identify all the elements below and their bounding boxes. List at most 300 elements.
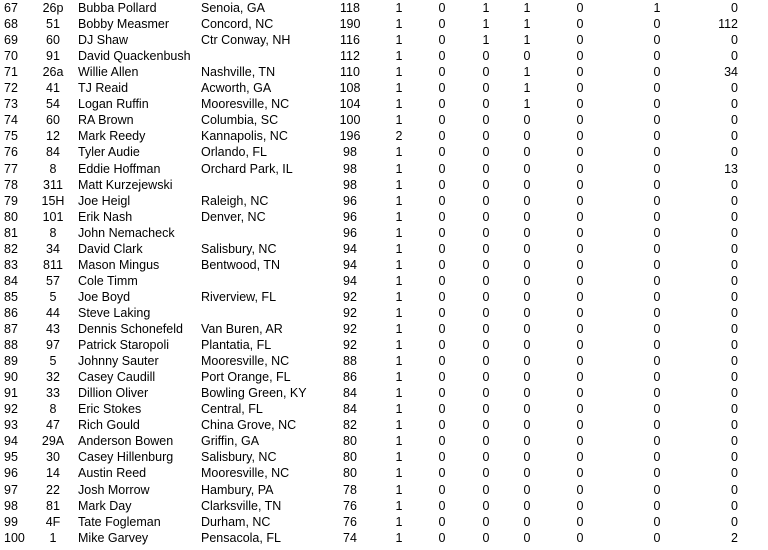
- stat-col-4-cell: 0: [523, 177, 531, 192]
- stat-col-3-cell: 0: [482, 305, 490, 320]
- car-number-cell: 5: [49, 354, 57, 369]
- points-cell: 78: [343, 482, 357, 497]
- position-cell: 97: [4, 482, 18, 497]
- table-row: [0, 514, 768, 530]
- car-number-cell: 81: [46, 498, 60, 513]
- points-cell: 98: [343, 145, 357, 160]
- stat-col-5-cell: 0: [576, 450, 584, 465]
- stat-col-7-cell: 13: [724, 161, 738, 176]
- stat-col-3-cell: 0: [482, 498, 490, 513]
- points-cell: 98: [343, 177, 357, 192]
- stat-col-5-cell: 0: [576, 305, 584, 320]
- stat-col-4-cell: 0: [523, 161, 531, 176]
- stat-col-3-cell: 0: [482, 97, 490, 112]
- table-row: [0, 273, 768, 289]
- table-row: [0, 353, 768, 369]
- stat-col-7-cell: 0: [731, 145, 738, 160]
- position-cell: 98: [4, 498, 18, 513]
- hometown-cell: Port Orange, FL: [201, 370, 291, 385]
- hometown-cell: China Grove, NC: [201, 418, 297, 433]
- stat-col-6-cell: 0: [653, 97, 661, 112]
- car-number-cell: 8: [49, 161, 57, 176]
- stat-col-3-cell: 0: [482, 402, 490, 417]
- stat-col-4-cell: 1: [523, 1, 531, 15]
- table-row: [0, 498, 768, 514]
- stat-col-3-cell: 0: [482, 530, 490, 545]
- position-cell: 86: [4, 305, 18, 320]
- stat-col-2-cell: 0: [438, 161, 446, 176]
- stat-col-2-cell: 0: [438, 482, 446, 497]
- stat-col-5-cell: 0: [576, 514, 584, 529]
- stat-col-5-cell: 0: [576, 209, 584, 224]
- stat-col-3-cell: 0: [482, 49, 490, 64]
- stat-col-7-cell: 0: [731, 402, 738, 417]
- car-number-cell: 22: [46, 482, 60, 497]
- points-cell: 190: [339, 17, 361, 32]
- stat-col-2-cell: 0: [438, 305, 446, 320]
- driver-name-cell: Johnny Sauter: [78, 354, 159, 369]
- hometown-cell: Mooresville, NC: [201, 354, 290, 369]
- stat-col-2-cell: 0: [438, 338, 446, 353]
- stat-col-5-cell: 0: [576, 370, 584, 385]
- car-number-cell: 34: [46, 241, 60, 256]
- stat-col-6-cell: 0: [653, 33, 661, 48]
- driver-name-cell: Bobby Measmer: [78, 17, 170, 32]
- table-row: [0, 225, 768, 241]
- points-cell: 82: [343, 418, 357, 433]
- hometown-cell: Van Buren, AR: [201, 322, 283, 336]
- stat-col-3-cell: 0: [482, 386, 490, 401]
- stat-col-2-cell: 0: [438, 65, 446, 80]
- position-cell: 82: [4, 241, 18, 256]
- stat-col-2-cell: 0: [438, 97, 446, 112]
- position-cell: 88: [4, 338, 18, 353]
- driver-name-cell: Austin Reed: [78, 466, 147, 481]
- stat-col-6-cell: 1: [653, 1, 661, 15]
- hometown-cell: Bentwood, TN: [201, 257, 280, 272]
- stat-col-1-cell: 1: [395, 450, 403, 465]
- stat-col-5-cell: 0: [576, 338, 584, 353]
- table-row: [0, 369, 768, 385]
- stat-col-7-cell: 0: [731, 81, 738, 96]
- driver-name-cell: Matt Kurzejewski: [78, 177, 173, 192]
- stat-col-1-cell: 2: [395, 129, 403, 144]
- points-cell: 86: [343, 370, 357, 385]
- table-row: [0, 417, 768, 433]
- stat-col-7-cell: 0: [731, 177, 738, 192]
- car-number-cell: 101: [42, 209, 64, 224]
- stat-col-3-cell: 0: [482, 482, 490, 497]
- position-cell: 81: [4, 225, 18, 240]
- stat-col-6-cell: 0: [653, 434, 661, 449]
- car-number-cell: 54: [46, 97, 60, 112]
- driver-name-cell: Josh Morrow: [78, 482, 150, 497]
- stat-col-5-cell: 0: [576, 482, 584, 497]
- position-cell: 79: [4, 193, 18, 208]
- stat-col-3-cell: 0: [482, 161, 490, 176]
- stat-col-1-cell: 1: [395, 241, 403, 256]
- stat-col-1-cell: 1: [395, 193, 403, 208]
- stat-col-5-cell: 0: [576, 386, 584, 401]
- stat-col-5-cell: 0: [576, 322, 584, 336]
- position-cell: 92: [4, 402, 18, 417]
- stat-col-6-cell: 0: [653, 273, 661, 288]
- stat-col-4-cell: 0: [523, 305, 531, 320]
- table-row: [0, 112, 768, 128]
- hometown-cell: Salisbury, NC: [201, 450, 277, 465]
- stat-col-6-cell: 0: [653, 370, 661, 385]
- position-cell: 68: [4, 17, 18, 32]
- driver-name-cell: Steve Laking: [78, 305, 151, 320]
- stat-col-1-cell: 1: [395, 33, 403, 48]
- stat-col-4-cell: 0: [523, 209, 531, 224]
- points-cell: 88: [343, 354, 357, 369]
- stat-col-4-cell: 0: [523, 241, 531, 256]
- stat-col-2-cell: 0: [438, 1, 446, 15]
- stat-col-2-cell: 0: [438, 402, 446, 417]
- car-number-cell: 1: [49, 530, 57, 545]
- stat-col-3-cell: 0: [482, 113, 490, 128]
- hometown-cell: Orlando, FL: [201, 145, 268, 160]
- stat-col-5-cell: 0: [576, 466, 584, 481]
- table-row: [0, 64, 768, 80]
- table-row: [0, 177, 768, 193]
- table-row: [0, 144, 768, 160]
- hometown-cell: Concord, NC: [201, 17, 274, 32]
- stat-col-4-cell: 0: [523, 338, 531, 353]
- hometown-cell: Raleigh, NC: [201, 193, 269, 208]
- car-number-cell: 4F: [45, 514, 61, 529]
- stat-col-6-cell: 0: [653, 129, 661, 144]
- position-cell: 76: [4, 145, 18, 160]
- hometown-cell: Riverview, FL: [201, 289, 277, 304]
- stat-col-2-cell: 0: [438, 466, 446, 481]
- stat-col-4-cell: 0: [523, 193, 531, 208]
- position-cell: 95: [4, 450, 18, 465]
- car-number-cell: 47: [46, 418, 60, 433]
- hometown-cell: Hambury, PA: [201, 482, 274, 497]
- stat-col-7-cell: 0: [731, 498, 738, 513]
- stat-col-2-cell: 0: [438, 322, 446, 336]
- car-number-cell: 15H: [41, 193, 65, 208]
- stat-col-1-cell: 1: [395, 209, 403, 224]
- points-cell: 96: [343, 193, 357, 208]
- table-row: [0, 530, 768, 546]
- stat-col-6-cell: 0: [653, 17, 661, 32]
- car-number-cell: 44: [46, 305, 60, 320]
- stat-col-6-cell: 0: [653, 241, 661, 256]
- stat-col-4-cell: 0: [523, 225, 531, 240]
- position-cell: 90: [4, 370, 18, 385]
- driver-name-cell: Tate Fogleman: [78, 514, 161, 529]
- stat-col-6-cell: 0: [653, 289, 661, 304]
- stat-col-4-cell: 0: [523, 322, 531, 336]
- stat-col-2-cell: 0: [438, 257, 446, 272]
- points-cell: 100: [339, 113, 361, 128]
- table-row: [0, 80, 768, 96]
- stat-col-3-cell: 0: [482, 514, 490, 529]
- driver-name-cell: Logan Ruffin: [78, 97, 149, 112]
- hometown-cell: Bowling Green, KY: [201, 386, 307, 401]
- stat-col-2-cell: 0: [438, 370, 446, 385]
- table-row: [0, 401, 768, 417]
- stat-col-6-cell: 0: [653, 514, 661, 529]
- table-row: [0, 128, 768, 144]
- stat-col-3-cell: 1: [482, 17, 490, 32]
- stat-col-6-cell: 0: [653, 81, 661, 96]
- table-row: [0, 305, 768, 321]
- stat-col-1-cell: 1: [395, 434, 403, 449]
- stat-col-6-cell: 0: [653, 145, 661, 160]
- stat-col-4-cell: 1: [523, 33, 531, 48]
- stat-col-5-cell: 0: [576, 65, 584, 80]
- table-row: [0, 241, 768, 257]
- car-number-cell: 8: [49, 402, 57, 417]
- stat-col-1-cell: 1: [395, 289, 403, 304]
- points-cell: 94: [343, 241, 357, 256]
- stat-col-1-cell: 1: [395, 225, 403, 240]
- stat-col-7-cell: 0: [731, 354, 738, 369]
- stat-col-4-cell: 0: [523, 257, 531, 272]
- stat-col-3-cell: 0: [482, 193, 490, 208]
- driver-name-cell: Tyler Audie: [78, 145, 140, 160]
- stat-col-4-cell: 0: [523, 354, 531, 369]
- table-row: [0, 321, 768, 337]
- table-row: [0, 161, 768, 177]
- car-number-cell: 91: [46, 49, 60, 64]
- driver-name-cell: Casey Hillenburg: [78, 450, 174, 465]
- stat-col-3-cell: 0: [482, 81, 490, 96]
- stat-col-4-cell: 1: [523, 97, 531, 112]
- points-cell: 98: [343, 161, 357, 176]
- table-row: [0, 337, 768, 353]
- stat-col-4-cell: 0: [523, 129, 531, 144]
- points-cell: 96: [343, 209, 357, 224]
- position-cell: 83: [4, 257, 18, 272]
- hometown-cell: Salisbury, NC: [201, 241, 277, 256]
- stat-col-7-cell: 0: [731, 322, 738, 336]
- stat-col-6-cell: 0: [653, 530, 661, 545]
- hometown-cell: Griffin, GA: [201, 434, 260, 449]
- stat-col-5-cell: 0: [576, 97, 584, 112]
- stat-col-2-cell: 0: [438, 129, 446, 144]
- stat-col-7-cell: 0: [731, 418, 738, 433]
- stat-col-6-cell: 0: [653, 113, 661, 128]
- points-cell: 76: [343, 514, 357, 529]
- stat-col-1-cell: 1: [395, 386, 403, 401]
- points-cell: 84: [343, 386, 357, 401]
- position-cell: 75: [4, 129, 18, 144]
- stat-col-5-cell: 0: [576, 49, 584, 64]
- stat-col-7-cell: 0: [731, 370, 738, 385]
- stat-col-7-cell: 0: [731, 97, 738, 112]
- table-row: [0, 449, 768, 465]
- car-number-cell: 97: [46, 338, 60, 353]
- stat-col-2-cell: 0: [438, 386, 446, 401]
- stat-col-5-cell: 0: [576, 145, 584, 160]
- stat-col-5-cell: 0: [576, 354, 584, 369]
- stat-col-4-cell: 0: [523, 145, 531, 160]
- stat-col-2-cell: 0: [438, 418, 446, 433]
- stat-col-2-cell: 0: [438, 273, 446, 288]
- stat-col-7-cell: 0: [731, 450, 738, 465]
- stat-col-2-cell: 0: [438, 145, 446, 160]
- stat-col-1-cell: 1: [395, 482, 403, 497]
- driver-name-cell: Joe Boyd: [78, 289, 131, 304]
- points-cell: 92: [343, 322, 357, 336]
- hometown-cell: Plantatia, FL: [201, 338, 272, 353]
- stat-col-2-cell: 0: [438, 81, 446, 96]
- position-cell: 89: [4, 354, 18, 369]
- position-cell: 71: [4, 65, 18, 80]
- stat-col-4-cell: 0: [523, 49, 531, 64]
- points-cell: 92: [343, 338, 357, 353]
- car-number-cell: 30: [46, 450, 60, 465]
- hometown-cell: Clarksville, TN: [201, 498, 282, 513]
- stat-col-6-cell: 0: [653, 193, 661, 208]
- stat-col-6-cell: 0: [653, 418, 661, 433]
- driver-name-cell: Mark Reedy: [78, 129, 146, 144]
- stat-col-1-cell: 1: [395, 257, 403, 272]
- driver-name-cell: David Quackenbush: [78, 49, 191, 64]
- table-row: [0, 193, 768, 209]
- stat-col-3-cell: 1: [482, 1, 490, 15]
- stat-col-3-cell: 0: [482, 370, 490, 385]
- stat-col-3-cell: 1: [482, 33, 490, 48]
- stat-col-1-cell: 1: [395, 370, 403, 385]
- driver-name-cell: Dillion Oliver: [78, 386, 149, 401]
- stat-col-6-cell: 0: [653, 161, 661, 176]
- points-cell: 94: [343, 257, 357, 272]
- stat-col-7-cell: 0: [731, 49, 738, 64]
- driver-name-cell: Cole Timm: [78, 273, 138, 288]
- stat-col-7-cell: 0: [731, 514, 738, 529]
- driver-name-cell: Eddie Hoffman: [78, 161, 161, 176]
- stat-col-2-cell: 0: [438, 241, 446, 256]
- hometown-cell: Ctr Conway, NH: [201, 33, 291, 48]
- stat-col-2-cell: 0: [438, 113, 446, 128]
- stat-col-4-cell: 0: [523, 273, 531, 288]
- stat-col-5-cell: 0: [576, 257, 584, 272]
- stat-col-6-cell: 0: [653, 466, 661, 481]
- stat-col-1-cell: 1: [395, 161, 403, 176]
- stat-col-6-cell: 0: [653, 177, 661, 192]
- stat-col-7-cell: 0: [731, 482, 738, 497]
- stat-col-1-cell: 1: [395, 49, 403, 64]
- driver-name-cell: Patrick Staropoli: [78, 338, 170, 353]
- driver-name-cell: DJ Shaw: [78, 33, 129, 48]
- points-cell: 110: [340, 65, 360, 80]
- table-row: [0, 385, 768, 401]
- stat-col-3-cell: 0: [482, 466, 490, 481]
- stat-col-2-cell: 0: [438, 49, 446, 64]
- stat-col-3-cell: 0: [482, 225, 490, 240]
- table-row: [0, 48, 768, 64]
- stat-col-3-cell: 0: [482, 241, 490, 256]
- stat-col-7-cell: 0: [731, 209, 738, 224]
- stat-col-4-cell: 0: [523, 450, 531, 465]
- stat-col-1-cell: 1: [395, 530, 403, 545]
- stat-col-1-cell: 1: [395, 97, 403, 112]
- stat-col-4-cell: 0: [523, 466, 531, 481]
- table-row: [0, 96, 768, 112]
- points-cell: 80: [343, 450, 357, 465]
- table-row: [0, 482, 768, 498]
- position-cell: 73: [4, 97, 18, 112]
- hometown-cell: Orchard Park, IL: [201, 161, 293, 176]
- hometown-cell: Nashville, TN: [201, 65, 276, 80]
- stat-col-7-cell: 0: [731, 241, 738, 256]
- stat-col-7-cell: 0: [731, 289, 738, 304]
- driver-name-cell: Mike Garvey: [78, 530, 149, 545]
- stat-col-4-cell: 0: [523, 498, 531, 513]
- table-row: [0, 257, 768, 273]
- stat-col-7-cell: 0: [731, 129, 738, 144]
- stat-col-2-cell: 0: [438, 209, 446, 224]
- stat-col-3-cell: 0: [482, 65, 490, 80]
- points-cell: 74: [343, 530, 357, 545]
- position-cell: 100: [4, 530, 25, 545]
- driver-name-cell: RA Brown: [78, 113, 134, 128]
- stat-col-3-cell: 0: [482, 289, 490, 304]
- stat-col-6-cell: 0: [653, 322, 661, 336]
- stat-col-5-cell: 0: [576, 289, 584, 304]
- stat-col-7-cell: 0: [731, 434, 738, 449]
- stat-col-7-cell: 0: [731, 113, 738, 128]
- car-number-cell: 57: [46, 273, 60, 288]
- stat-col-2-cell: 0: [438, 434, 446, 449]
- stat-col-5-cell: 0: [576, 193, 584, 208]
- car-number-cell: 5: [49, 289, 57, 304]
- position-cell: 99: [4, 514, 18, 529]
- points-cell: 80: [343, 434, 357, 449]
- stat-col-5-cell: 0: [576, 1, 584, 15]
- stat-col-4-cell: 0: [523, 482, 531, 497]
- stat-col-1-cell: 1: [395, 65, 403, 80]
- stat-col-5-cell: 0: [576, 129, 584, 144]
- stat-col-4-cell: 1: [523, 17, 531, 32]
- table-row: [0, 465, 768, 481]
- stat-col-1-cell: 1: [395, 402, 403, 417]
- stat-col-5-cell: 0: [576, 498, 584, 513]
- stat-col-4-cell: 0: [523, 386, 531, 401]
- stat-col-5-cell: 0: [576, 81, 584, 96]
- stat-col-7-cell: 112: [718, 17, 738, 32]
- stat-col-1-cell: 1: [395, 338, 403, 353]
- stat-col-4-cell: 0: [523, 418, 531, 433]
- points-cell: 112: [340, 49, 360, 64]
- driver-name-cell: Erik Nash: [78, 209, 133, 224]
- hometown-cell: Kannapolis, NC: [201, 129, 288, 144]
- driver-name-cell: John Nemacheck: [78, 225, 175, 240]
- stat-col-1-cell: 1: [395, 81, 403, 96]
- car-number-cell: 811: [43, 257, 63, 272]
- stat-col-5-cell: 0: [576, 434, 584, 449]
- stat-col-5-cell: 0: [576, 241, 584, 256]
- position-cell: 84: [4, 273, 18, 288]
- points-cell: 108: [339, 81, 361, 96]
- stat-col-6-cell: 0: [653, 305, 661, 320]
- position-cell: 67: [4, 1, 18, 15]
- stat-col-3-cell: 0: [482, 145, 490, 160]
- stat-col-2-cell: 0: [438, 33, 446, 48]
- position-cell: 87: [4, 322, 18, 336]
- stat-col-7-cell: 0: [731, 257, 738, 272]
- stat-col-1-cell: 1: [395, 1, 403, 15]
- stat-col-3-cell: 0: [482, 257, 490, 272]
- position-cell: 77: [4, 161, 18, 176]
- stat-col-5-cell: 0: [576, 33, 584, 48]
